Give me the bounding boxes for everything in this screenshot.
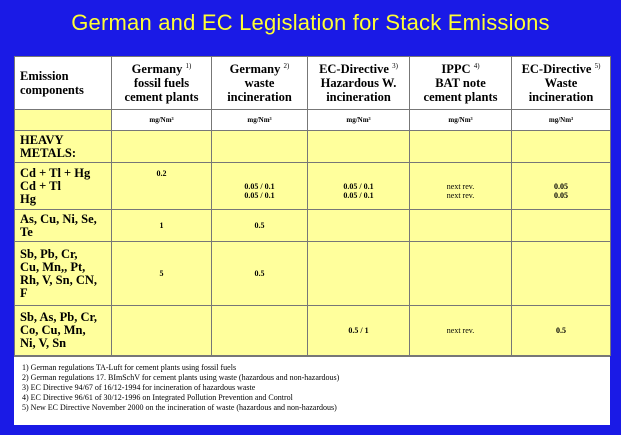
- value-cell: 0.5: [212, 210, 308, 242]
- table-row: [15, 306, 611, 356]
- value-cell: 0.5: [512, 306, 611, 356]
- value-cell: 0.2: [112, 163, 212, 210]
- value-cell: 0.05 / 0.1 0.05 / 0.1: [308, 163, 410, 210]
- value-cell: next rev. next rev.: [410, 163, 512, 210]
- footnote: 2) German regulations 17. BImSchV for cement plants using waste (hazardous and non-hazardous): [22, 373, 340, 382]
- component-cell: Sb, Pb, Cr, Cu, Mn,, Pt, Rh, V, Sn, CN, F: [15, 242, 112, 306]
- value-cell: [308, 242, 410, 306]
- unit-cell: mg/Nm³: [512, 110, 611, 131]
- table-header-row: [15, 57, 611, 110]
- unit-cell: mg/Nm³: [308, 110, 410, 131]
- value-cell: next rev.: [410, 306, 512, 356]
- component-cell: HEAVY METALS:: [15, 131, 112, 163]
- header-emission-components: Emission components: [15, 57, 112, 110]
- emissions-table: [14, 56, 611, 356]
- footnote: 1) German regulations TA-Luft for cement plants using fossil fuels: [22, 363, 237, 372]
- legislation-panel: [14, 56, 610, 425]
- header-germany-fossil: Germany $^{1)}$ fossil fuels cement plants: [112, 57, 212, 110]
- table-row: [15, 210, 611, 242]
- component-cell: Cd + Tl + Hg Cd + Tl Hg: [15, 163, 112, 210]
- value-cell: [308, 210, 410, 242]
- unit-cell: mg/Nm³: [212, 110, 308, 131]
- table-row: [15, 242, 611, 306]
- footnotes: [14, 356, 610, 425]
- footnote: 3) EC Directive 94/67 of 16/12-1994 for incineration of hazardous waste: [22, 383, 256, 392]
- header-germany-waste: Germany $^{2)}$ waste incineration: [212, 57, 308, 110]
- header-ec-waste: EC-Directive $^{5)}$ Waste incineration: [512, 57, 611, 110]
- value-cell: 5: [112, 242, 212, 306]
- component-cell: Sb, As, Pb, Cr, Co, Cu, Mn, Ni, V, Sn: [15, 306, 112, 356]
- unit-cell: mg/Nm³: [112, 110, 212, 131]
- header-ec-hazardous: EC-Directive $^{3)}$ Hazardous W. incineration: [308, 57, 410, 110]
- footnote: 5) New EC Directive November 2000 on the incineration of waste (hazardous and non-hazardous): [22, 403, 337, 412]
- value-cell: 0.05 0.05: [512, 163, 611, 210]
- table-row: [15, 163, 611, 210]
- value-cell: [512, 210, 611, 242]
- value-cell: 0.05 / 0.1 0.05 / 0.1: [212, 163, 308, 210]
- table-row: [15, 131, 611, 163]
- unit-cell: mg/Nm³: [410, 110, 512, 131]
- footnote: 4) EC Directive 96/61 of 30/12-1996 on Integrated Pollution Prevention and Control: [22, 393, 293, 402]
- value-cell: [512, 242, 611, 306]
- value-cell: [410, 210, 512, 242]
- value-cell: 0.5 / 1: [308, 306, 410, 356]
- units-row: [15, 110, 611, 131]
- value-cell: 0.5: [212, 242, 308, 306]
- value-cell: [112, 306, 212, 356]
- header-ippc: IPPC $^{4)}$ BAT note cement plants: [410, 57, 512, 110]
- value-cell: [212, 306, 308, 356]
- value-cell: 1: [112, 210, 212, 242]
- component-cell: As, Cu, Ni, Se, Te: [15, 210, 112, 242]
- slide-title: German and EC Legislation for Stack Emissions: [71, 10, 550, 35]
- value-cell: [410, 242, 512, 306]
